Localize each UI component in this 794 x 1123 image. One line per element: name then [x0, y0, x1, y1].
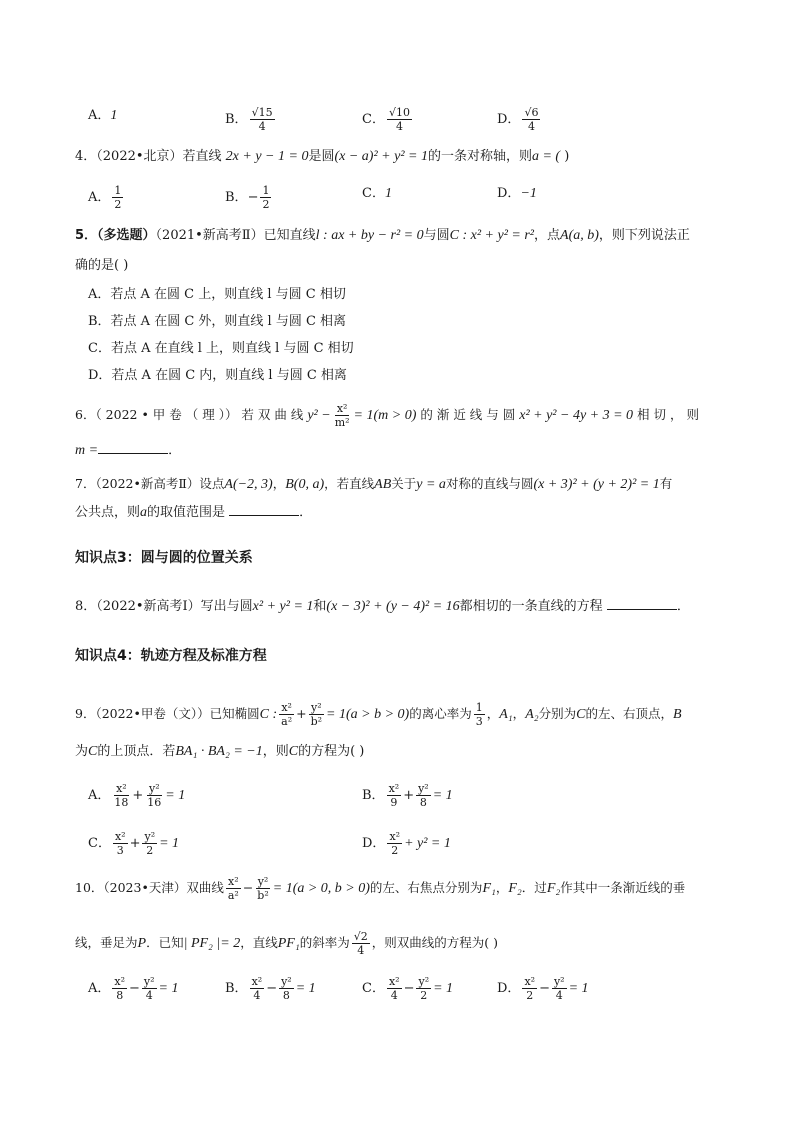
fraction: $\frac{\text{x²}}{\text{m²}}$ — [334, 402, 350, 429]
q9-stem-line1: 9．（2022•甲卷（文））已知椭圆C : $\frac{\text{x²}}{\text{a²}}$ + $\frac{\text{y²}}{\text{b²}}$ = 1(a > b > 0)的离心率为 $\frac{1}{3}$ ，A₁，A₂分别为C的左、右顶点，B — [75, 701, 682, 728]
fraction: $\frac{\text{y²}}{16}$ — [147, 782, 162, 809]
q4-option-d: D．−1 — [497, 186, 537, 201]
fraction: $\frac{\text{y²}}{8}$ — [281, 975, 292, 1002]
q4-option-c: C．1 — [362, 186, 392, 201]
answer-blank — [229, 503, 299, 516]
q5-option-c: C．若点 A 在直线 l 上，则直线 l 与圆 C 相切 — [88, 341, 354, 356]
q8-stem: 8．（2022•新高考Ⅰ）写出与圆x² + y² = 1和(x − 3)² + (y − 4)² = 16都相切的一条直线的方程 ． — [75, 599, 690, 614]
answer-blank — [607, 597, 677, 610]
fraction: $\frac{\text{y²}}{4}$ — [553, 975, 565, 1002]
q10-stem-line2: 线，垂足为P．已知| PF₂ |= 2，直线PF₁的斜率为 $\frac{√2}{4}$ ，则双曲线的方程为( ) — [75, 930, 498, 957]
q10-stem-line1: 10．（2023•天津）双曲线 $\frac{\text{x²}}{\text{a²}}$ − $\frac{\text{y²}}{\text{b²}}$ = 1(a > 0, b > 0)的左、右焦点分别为F₁，F₂．过F₂作其中一条渐近线的垂 — [75, 875, 686, 902]
fraction: $\frac{\text{x²}}{3}$ — [114, 830, 126, 857]
answer-blank — [98, 441, 168, 454]
fraction: $\frac{√10}{4}$ — [388, 106, 410, 133]
fraction: $\frac{√2}{4}$ — [353, 930, 368, 957]
q4-option-b: B．− $\frac{1}{2}$ — [225, 184, 270, 211]
fraction: $\frac{\text{x²}}{4}$ — [251, 975, 263, 1002]
q9-option-b: B． $\frac{\text{x²}}{9}$ + $\frac{\text{y²}}{8}$ = 1 — [362, 782, 453, 809]
q10-option-c: C． $\frac{\text{x²}}{4}$ − $\frac{\text{y²}}{2}$ = 1 — [362, 975, 454, 1002]
fraction: $\frac{\text{x²}}{2}$ — [524, 975, 536, 1002]
q9-option-a: A． $\frac{\text{x²}}{18}$ + $\frac{\text{y²}}{16}$ = 1 — [88, 782, 186, 809]
q3-option-b: B． $\frac{√15}{4}$ — [225, 106, 273, 133]
q6-stem-line1: 6．（ 2022 • 甲 卷 （ 理 ）） 若 双 曲 线 y² − $\frac{\text{x²}}{\text{m²}}$ = 1(m > 0) 的 渐 近 线 与 圆 x² + y² − 4y + 3 = 0 相 切 ， 则 — [75, 402, 699, 429]
fraction: $\frac{1}{2}$ — [262, 184, 270, 211]
q10-option-d: D． $\frac{\text{x²}}{2}$ − $\frac{\text{y²}}{4}$ = 1 — [497, 975, 589, 1002]
q5-option-d: D．若点 A 在圆 C 内，则直线 l 与圆 C 相离 — [88, 368, 347, 383]
section-heading-3: 知识点3：圆与圆的位置关系 — [75, 550, 253, 566]
fraction: $\frac{\text{x²}}{18}$ — [114, 782, 129, 809]
fraction: $\frac{\text{x²}}{\text{a²}}$ — [227, 875, 239, 902]
q6-stem-line2: m = ． — [75, 443, 182, 458]
q5-stem-line1: 5．（多选题）（2021•新高考Ⅱ）已知直线l : ax + by − r² = 0与圆C : x² + y² = r²，点A(a, b)，则下列说法正 — [75, 228, 690, 243]
fraction: $\frac{\text{y²}}{2}$ — [144, 830, 156, 857]
fraction: $\frac{\text{x²}}{8}$ — [114, 975, 126, 1002]
q5-option-a: A．若点 A 在圆 C 上，则直线 l 与圆 C 相切 — [88, 287, 346, 302]
q9-stem-line2: 为C的上顶点．若BA₁ · BA₂ = −1，则C的方程为( ) — [75, 744, 365, 759]
q7-stem-line1: 7．（2022•新高考Ⅱ）设点A(−2, 3)，B(0, a)，若直线AB关于y = a对称的直线与圆(x + 3)² + (y + 2)² = 1有 — [75, 476, 673, 492]
q5-option-b: B．若点 A 在圆 C 外，则直线 l 与圆 C 相离 — [88, 314, 347, 329]
fraction: $\frac{\text{y²}}{2}$ — [418, 975, 430, 1002]
q3-option-c: C． $\frac{√10}{4}$ — [362, 106, 410, 133]
fraction: $\frac{\text{x²}}{\text{a²}}$ — [281, 701, 293, 728]
q10-option-b: B． $\frac{\text{x²}}{4}$ − $\frac{\text{y²}}{8}$ = 1 — [225, 975, 316, 1002]
fraction: $\frac{1}{3}$ — [475, 701, 483, 728]
q3-option-a: A．1 — [88, 108, 118, 123]
fraction: $\frac{\text{y²}}{4}$ — [143, 975, 155, 1002]
fraction: $\frac{\text{x²}}{2}$ — [389, 830, 401, 857]
fraction: $\frac{\text{x²}}{9}$ — [388, 782, 400, 809]
section-heading-4: 知识点4：轨迹方程及标准方程 — [75, 648, 267, 664]
q9-option-d: D． $\frac{\text{x²}}{2}$ + y² = 1 — [362, 830, 451, 857]
fraction: $\frac{1}{2}$ — [114, 184, 122, 211]
fraction: $\frac{\text{y²}}{8}$ — [418, 782, 429, 809]
fraction: $\frac{\text{y²}}{\text{b²}}$ — [310, 701, 323, 728]
q10-option-a: A． $\frac{\text{x²}}{8}$ − $\frac{\text{y²}}{4}$ = 1 — [88, 975, 179, 1002]
q7-stem-line2: 公共点，则a的取值范围是 ． — [75, 505, 313, 520]
q9-option-c: C． $\frac{\text{x²}}{3}$ + $\frac{\text{y²}}{2}$ = 1 — [88, 830, 180, 857]
q4-option-a: A． $\frac{1}{2}$ — [88, 184, 122, 211]
q3-option-d: D． $\frac{√6}{4}$ — [497, 106, 539, 133]
fraction: $\frac{\text{y²}}{\text{b²}}$ — [257, 875, 269, 902]
q5-stem-line2: 确的是( ) — [75, 258, 129, 273]
fraction: $\frac{√6}{4}$ — [524, 106, 539, 133]
fraction: $\frac{√15}{4}$ — [251, 106, 273, 133]
q4-stem: 4．（2022•北京）若直线 2x + y − 1 = 0是圆(x − a)² + y² = 1的一条对称轴，则a = ( ) — [75, 149, 570, 164]
fraction: $\frac{\text{x²}}{4}$ — [388, 975, 400, 1002]
